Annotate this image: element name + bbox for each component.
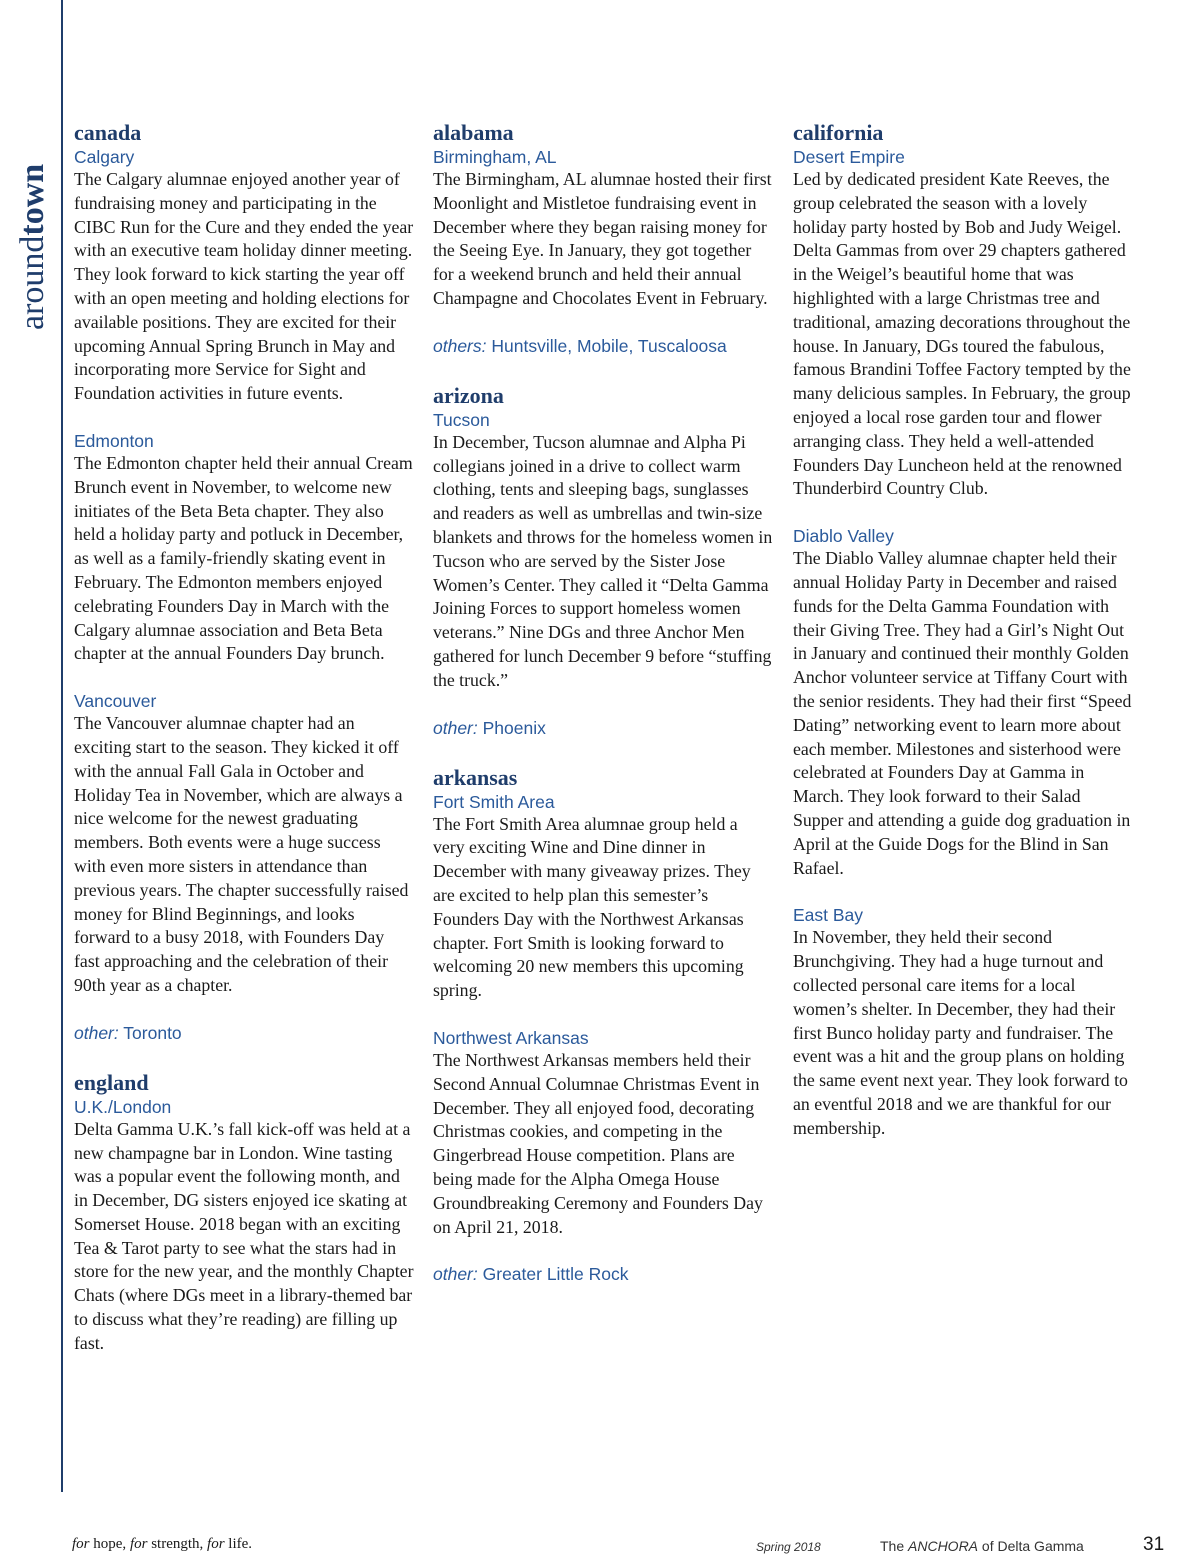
city-heading-tucson: Tucson xyxy=(433,409,490,430)
entry-text-northwest-arkansas: The Northwest Arkansas members held their Second Annual Columnae Christmas Event in December. They all enjoyed food, decorating Christmas cookies, and competing in the Gingerbread House competition. Plans are being made for the Alpha Omega House Groundbreaking Ceremony and Founders Day on April 21, 2018. xyxy=(433,1049,763,1237)
city-heading-fort-smith: Fort Smith Area xyxy=(433,791,555,812)
column-2 xyxy=(433,120,773,1285)
region-heading-england: england xyxy=(74,1069,149,1095)
entry-text-desert-empire: Led by dedicated president Kate Reeves, the group celebrated the season with a lovely holiday party hosted by Bob and Judy Weigel. Delta Gammas from over 29 chapters gathered in the Weigel’s beautiful home that was highlighted with a large Christmas tree and traditional, amazing decorations throughout the house. In January, DGs toured the fabulous, famous Brandini Toffee Factory tempted by the many delicious samples. In February, the group enjoyed a local rose garden tour and flower arranging class. They held a well-attended Founders Day Luncheon held at the renowned Thunderbird Country Club. xyxy=(793,169,1131,499)
other-chapters-arizona xyxy=(433,717,773,739)
other-value: Phoenix xyxy=(482,717,546,738)
entry-text-edmonton: The Edmonton chapter held their annual Cream Brunch event in November, to welcome new initiates of the Beta Beta chapter. They also held a holiday party and potluck in December, as well as a family-friendly skating event in February. The Edmonton members enjoyed celebrating Founders Day in March with the Calgary alumnae association and Beta Beta chapter at the annual Founders Day brunch. xyxy=(74,452,413,664)
footer-publication-name xyxy=(880,1538,1084,1554)
region-heading-arkansas: arkansas xyxy=(433,764,518,790)
vertical-rule xyxy=(61,0,63,1492)
region-heading-arizona: arizona xyxy=(433,382,504,408)
other-label: other: xyxy=(433,717,478,738)
other-label: others: xyxy=(433,335,487,356)
city-heading-diablo-valley: Diablo Valley xyxy=(793,526,894,547)
entry-text-vancouver: The Vancouver alumnae chapter had an exciting start to the season. They kicked it off with the annual Fall Gala in October and Holiday Tea in November, which are always a nice welcome for the newest graduating members. Both events were a huge success with even more sisters in attendance than previous years. The chapter successfully raised money for Blind Beginnings, and looks forward to a busy 2018, with Founders Day fast approaching and the celebration of their 90th year as a chapter. xyxy=(74,713,409,995)
entry-text-uk-london: Delta Gamma U.K.’s fall kick-off was held at a new champagne bar in London. Wine tasting was a popular event the following month, and in December, DG sisters enjoyed ice skating at Somerset House. 2018 began with an exciting Tea & Tarot party to see what the stars had in store for the new year, and the monthly Chapter Chats (where DGs meet in a library-themed bar to discuss what they’re reading) are filling up fast. xyxy=(74,1118,414,1353)
section-title-text xyxy=(16,164,50,330)
city-heading-uk-london: U.K./London xyxy=(74,1096,172,1117)
other-value: Toronto xyxy=(123,1022,182,1043)
other-chapters-arkansas xyxy=(433,1263,773,1285)
tagline-hope: hope, xyxy=(93,1536,127,1552)
entry-text-fort-smith: The Fort Smith Area alumnae group held a very exciting Wine and Dine dinner in December with many giveaway prizes. They are excited to help plan this semester’s Founders Day with the Northwest Arkansas chapter. Fort Smith is looking forward to welcoming 20 new members this upcoming spring. xyxy=(433,813,751,1001)
tagline-life: life. xyxy=(228,1536,253,1552)
region-heading-canada: canada xyxy=(74,120,142,145)
pub-prefix: The xyxy=(880,1538,905,1554)
section-title-light: around xyxy=(14,235,51,330)
tagline-for-1: for xyxy=(72,1536,90,1552)
section-title-aroundtown xyxy=(16,135,50,335)
city-heading-desert-empire: Desert Empire xyxy=(793,147,905,167)
page-number: 31 xyxy=(1143,1534,1165,1555)
tagline-strength: strength, xyxy=(151,1536,204,1552)
entry-text-east-bay: In November, they held their second Brunchgiving. They had a huge turnout and collected personal care items for a local women’s shelter. In December, they had their first Bunco holiday party and fundraiser. The event was a hit and the group plans on holding the same event next year. They look forward to an eventful 2018 and we are thankful for our membership. xyxy=(793,927,1128,1138)
other-label: other: xyxy=(433,1264,478,1285)
column-1 xyxy=(74,120,414,1356)
footer-issue-season: Spring 2018 xyxy=(756,1540,821,1554)
city-heading-calgary: Calgary xyxy=(74,147,135,167)
other-label: other: xyxy=(74,1022,119,1043)
entry-text-tucson: In December, Tucson alumnae and Alpha Pi collegians joined in a drive to collect warm clothing, tents and sleeping bags, sunglasses and readers as well as umbrellas and twin-size blankets and throws for the homeless women in Tucson who are served by the Sister Jose Women’s Center. They called it “Delta Gamma Joining Forces to support homeless women veterans.” Nine DGs and three Anchor Men gathered for lunch December 9 before “stuffing the truck.” xyxy=(433,431,773,690)
other-chapters-alabama xyxy=(433,335,773,357)
city-heading-east-bay: East Bay xyxy=(793,905,864,926)
section-title-bold: town xyxy=(14,163,51,236)
city-heading-vancouver: Vancouver xyxy=(74,691,157,712)
other-value: Huntsville, Mobile, Tuscaloosa xyxy=(491,335,727,356)
footer-tagline xyxy=(72,1536,252,1553)
entry-text-birmingham: The Birmingham, AL alumnae hosted their first Moonlight and Mistletoe fundraising event in December where they began raising money for the Seeing Eye. In January, they got together for a weekend brunch and held their annual Champagne and Chocolates Event in February. xyxy=(433,169,772,308)
pub-name: ANCHORA xyxy=(908,1538,979,1554)
pub-suffix: of Delta Gamma xyxy=(981,1538,1084,1554)
city-heading-northwest-arkansas: Northwest Arkansas xyxy=(433,1027,589,1048)
city-heading-edmonton: Edmonton xyxy=(74,430,154,451)
city-heading-birmingham: Birmingham, AL xyxy=(433,147,557,167)
region-heading-california: california xyxy=(793,120,884,145)
tagline-for-3: for xyxy=(207,1536,225,1552)
entry-text-calgary: The Calgary alumnae enjoyed another year of fundraising money and participating in the CIBC Run for the Cure and they ended the year with an executive team holiday dinner meeting. They look forward to kick starting the year off with an open meeting and holding elections for available positions. They are excited for their upcoming Annual Spring Brunch in May and incorporating more Service for Sight and Foundation activities in future events. xyxy=(74,169,414,404)
entry-text-diablo-valley: The Diablo Valley alumnae chapter held their annual Holiday Party in December and raised funds for the Delta Gamma Foundation with their Giving Tree. They had a Girl’s Night Out in January and continued their monthly Golden Anchor volunteer service at Tiffany Court with the senior residents. They had their first “Speed Dating” networking event to learn more about each member. Milestones and sisterhood were celebrated at Founders Day at Gamma in March. They look forward to their Salad Supper and attending a guide dog graduation in April at the Guide Dogs for the Blind in San Rafael. xyxy=(793,548,1132,878)
other-value: Greater Little Rock xyxy=(482,1264,629,1285)
column-3 xyxy=(793,120,1133,1140)
tagline-for-2: for xyxy=(129,1536,148,1552)
region-heading-alabama: alabama xyxy=(433,120,514,145)
other-chapters-canada xyxy=(74,1022,414,1044)
